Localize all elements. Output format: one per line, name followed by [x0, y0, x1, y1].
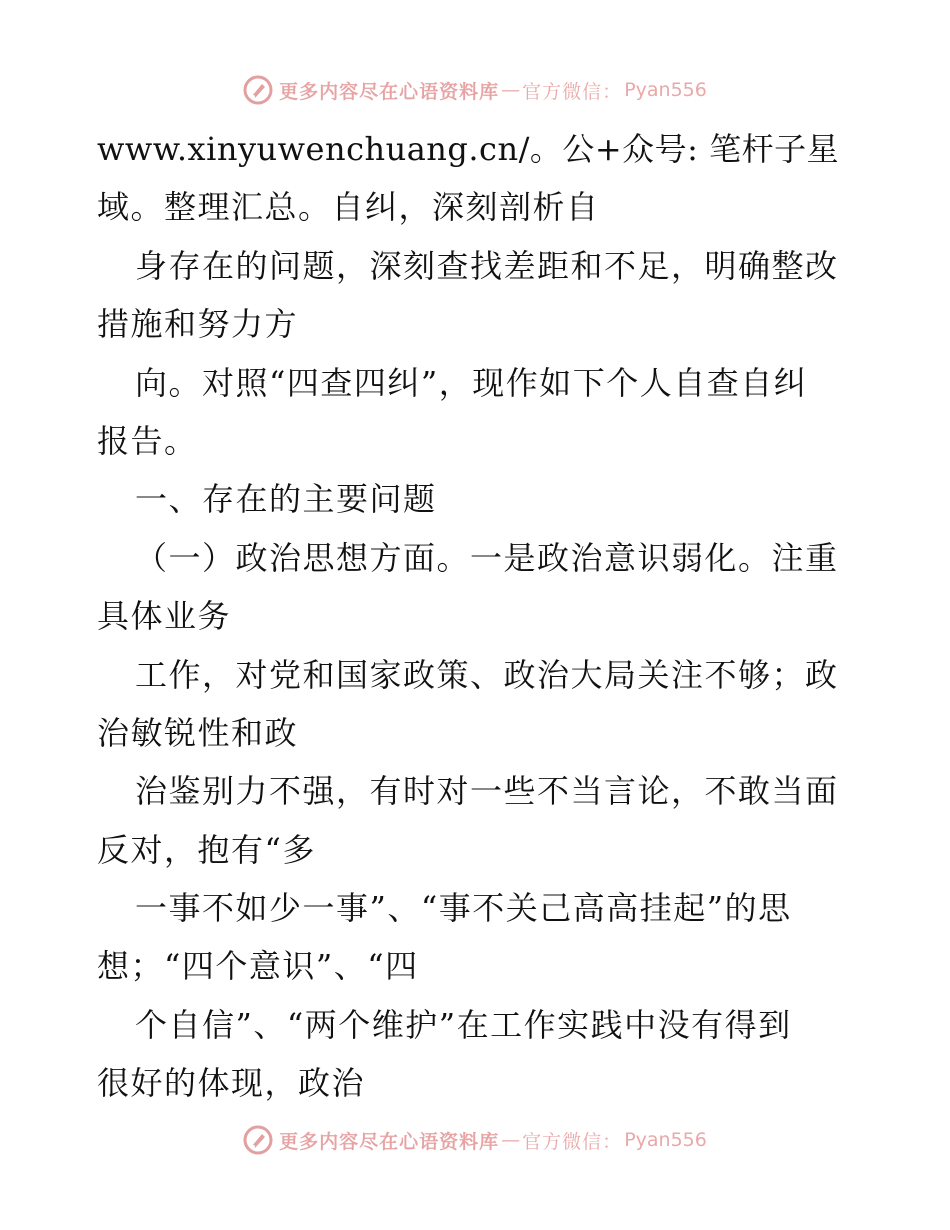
text-line: 工作，对党和国家政策、政治大局关注不够；政 — [135, 655, 839, 694]
pen-logo-icon — [243, 1125, 273, 1155]
section-heading: 一、存在的主要问题 — [135, 480, 437, 519]
watermark-dash: — — [501, 79, 521, 101]
watermark-main-text: 更多内容尽在心语资料库 — [279, 80, 500, 103]
text-line: 报告。 — [97, 421, 198, 460]
text-line: 治敏锐性和政 — [97, 713, 299, 752]
text-line: 向。对照“四查四纠”，现作如下个人自查自纠 — [135, 363, 808, 402]
text-line: 想；“四个意识”、“四 — [97, 947, 419, 986]
text-line: 治鉴别力不强，有时对一些不当言论，不敢当面 — [135, 772, 839, 811]
text-line: 身存在的问题，深刻查找差距和不足，明确整改 — [135, 246, 839, 285]
text-line: 一事不如少一事”、“事不关己高高挂起”的思 — [135, 889, 792, 928]
watermark-sub-text: 官方微信： — [522, 80, 623, 103]
text-line: 个自信”、“两个维护”在工作实践中没有得到 — [135, 1005, 792, 1044]
pen-logo-icon — [243, 75, 273, 105]
document-body — [97, 120, 867, 1113]
watermark-wechat-id: Pyan556 — [624, 1129, 707, 1151]
text-line: 具体业务 — [97, 597, 232, 636]
text-line: 域。整理汇总。自纠，深刻剖析自 — [97, 188, 600, 227]
watermark-dash: — — [501, 1129, 521, 1151]
header-watermark — [0, 70, 950, 110]
text-line: www.xinyuwenchuang.cn/。公+众号: 笔杆子星 — [97, 130, 840, 168]
watermark-sub-text: 官方微信： — [522, 1130, 623, 1153]
footer-watermark — [0, 1120, 950, 1160]
text-line: 措施和努力方 — [97, 305, 299, 344]
text-line: 反对，抱有“多 — [97, 830, 316, 869]
watermark-main-text: 更多内容尽在心语资料库 — [279, 1130, 500, 1153]
watermark-wechat-id: Pyan556 — [624, 79, 707, 101]
text-line: （一）政治思想方面。一是政治意识弱化。注重 — [135, 538, 839, 577]
text-line: 很好的体现，政治 — [97, 1064, 366, 1103]
